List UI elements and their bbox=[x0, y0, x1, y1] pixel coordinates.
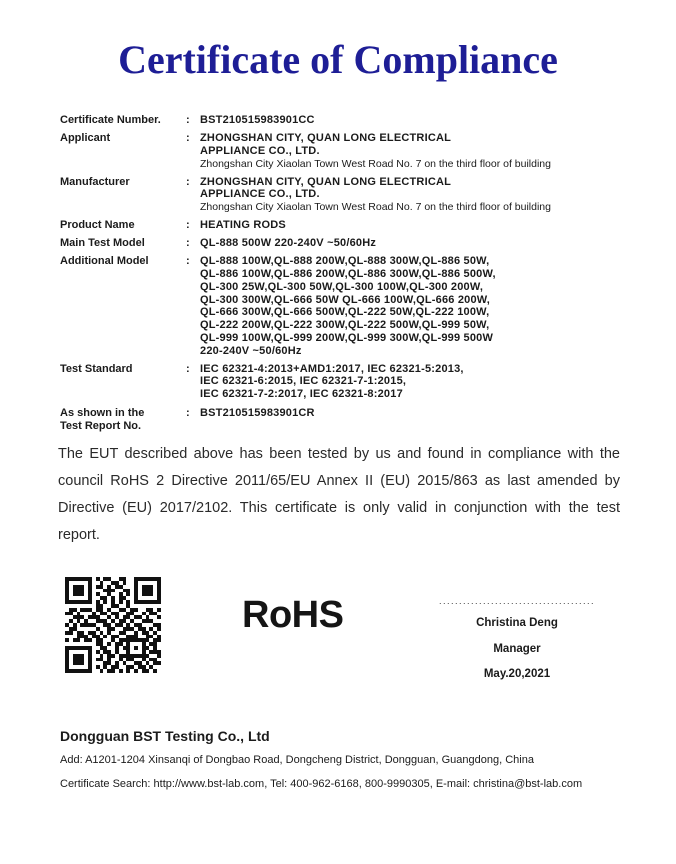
field-value-line: QL-300 25W,QL-300 50W,QL-300 100W,QL-300 200W, bbox=[200, 280, 484, 293]
signature-line: ....................................... bbox=[438, 597, 596, 605]
field-label: Test Standard bbox=[60, 362, 133, 375]
field-value-line: APPLIANCE CO., LTD. bbox=[200, 144, 320, 157]
body-paragraph: The EUT described above has been tested by us and found in compliance with the council RoHS 2 Directive 2011/65/EU Annex II (EU) 2015/863 as last amended by Directive (EU) 2017/2102. This certificate is only valid in conjunction with the test report. bbox=[58, 446, 620, 543]
field-value bbox=[200, 132, 628, 171]
field-row bbox=[60, 176, 628, 215]
field-value bbox=[200, 176, 628, 215]
signature-date: May.20,2021 bbox=[483, 668, 551, 680]
field-value-line: QL-300 300W,QL-666 50W QL-666 100W,QL-666 200W, bbox=[200, 293, 491, 306]
field-row bbox=[60, 237, 628, 250]
company-address: Add: A1201-1204 Xinsanqi of Dongbao Road, Dongcheng District, Dongguan, Guangdong, China bbox=[60, 754, 534, 766]
field-value-line: Zhongshan City Xiaolan Town West Road No. 7 on the third floor of building bbox=[200, 157, 551, 170]
field-label: Certificate Number. bbox=[60, 114, 161, 126]
field-row bbox=[60, 363, 628, 401]
field-value bbox=[200, 363, 628, 401]
field-value bbox=[200, 407, 628, 433]
field-separator: : bbox=[186, 362, 190, 375]
field-separator: : bbox=[186, 237, 190, 250]
rohs-mark: RoHS bbox=[242, 594, 344, 636]
field-separator: : bbox=[186, 255, 190, 268]
field-value-line: APPLIANCE CO., LTD. bbox=[200, 188, 320, 201]
field-value-line: QL-999 100W,QL-999 200W,QL-999 300W,QL-999 500W bbox=[200, 331, 494, 344]
field-value-line: ZHONGSHAN CITY, QUAN LONG ELECTRICAL bbox=[200, 175, 452, 188]
field-value bbox=[200, 255, 628, 357]
field-separator: : bbox=[186, 219, 190, 232]
field-row bbox=[60, 407, 628, 433]
certificate-title: Certificate of Compliance bbox=[118, 37, 558, 82]
field-value-line: BST210515983901CR bbox=[200, 406, 315, 419]
field-value-line: QL-886 100W,QL-886 200W,QL-886 300W,QL-886 500W, bbox=[200, 267, 496, 280]
field-separator: : bbox=[186, 175, 190, 188]
field-value-line: ZHONGSHAN CITY, QUAN LONG ELECTRICAL bbox=[200, 132, 452, 144]
footer bbox=[60, 728, 636, 790]
field-value-line: 220-240V ~50/60Hz bbox=[200, 344, 302, 357]
field-row bbox=[60, 255, 628, 357]
field-value-line: BST210515983901CC bbox=[200, 114, 315, 126]
field-label: Product Name bbox=[60, 219, 135, 232]
qr-code-icon bbox=[65, 577, 161, 673]
field-value bbox=[200, 114, 628, 127]
field-value-line: IEC 62321-7-2:2017, IEC 62321-8:2017 bbox=[200, 388, 403, 401]
signatory-name: Christina Deng bbox=[476, 617, 558, 629]
field-row bbox=[60, 132, 628, 171]
field-separator: : bbox=[186, 114, 190, 126]
field-label: Additional Model bbox=[60, 255, 149, 268]
field-separator: : bbox=[186, 132, 190, 144]
field-value-line: IEC 62321-6:2015, IEC 62321-7-1:2015, bbox=[200, 375, 407, 388]
company-name: Dongguan BST Testing Co., Ltd bbox=[60, 728, 270, 744]
field-row bbox=[60, 114, 628, 127]
field-label: As shown in the Test Report No. bbox=[60, 406, 145, 432]
field-value-line: QL-666 300W,QL-666 500W,QL-222 50W,QL-222 100W, bbox=[200, 306, 490, 319]
field-value-line: IEC 62321-4:2013+AMD1:2017, IEC 62321-5:2013, bbox=[200, 362, 464, 375]
field-value bbox=[200, 237, 628, 250]
certificate-contact: Certificate Search: http://www.bst-lab.com, Tel: 400-962-6168, 800-9990305, E-mail: christina@bst-lab.com bbox=[60, 778, 583, 790]
field-row bbox=[60, 219, 628, 232]
field-value-line: HEATING RODS bbox=[200, 219, 286, 232]
field-label: Applicant bbox=[60, 132, 111, 144]
field-label: Manufacturer bbox=[60, 175, 130, 188]
field-value-line: QL-888 100W,QL-888 200W,QL-888 300W,QL-886 50W, bbox=[200, 255, 490, 268]
fields bbox=[60, 114, 628, 438]
signature-block bbox=[428, 597, 606, 680]
field-value bbox=[200, 219, 628, 232]
field-separator: : bbox=[186, 406, 190, 419]
field-value-line: QL-222 200W,QL-222 300W,QL-222 500W,QL-999 50W, bbox=[200, 319, 490, 332]
signatory-title: Manager bbox=[493, 643, 541, 655]
field-label: Main Test Model bbox=[60, 237, 145, 250]
field-value-line: QL-888 500W 220-240V ~50/60Hz bbox=[200, 237, 377, 250]
field-value-line: Zhongshan City Xiaolan Town West Road No. 7 on the third floor of building bbox=[200, 201, 551, 214]
